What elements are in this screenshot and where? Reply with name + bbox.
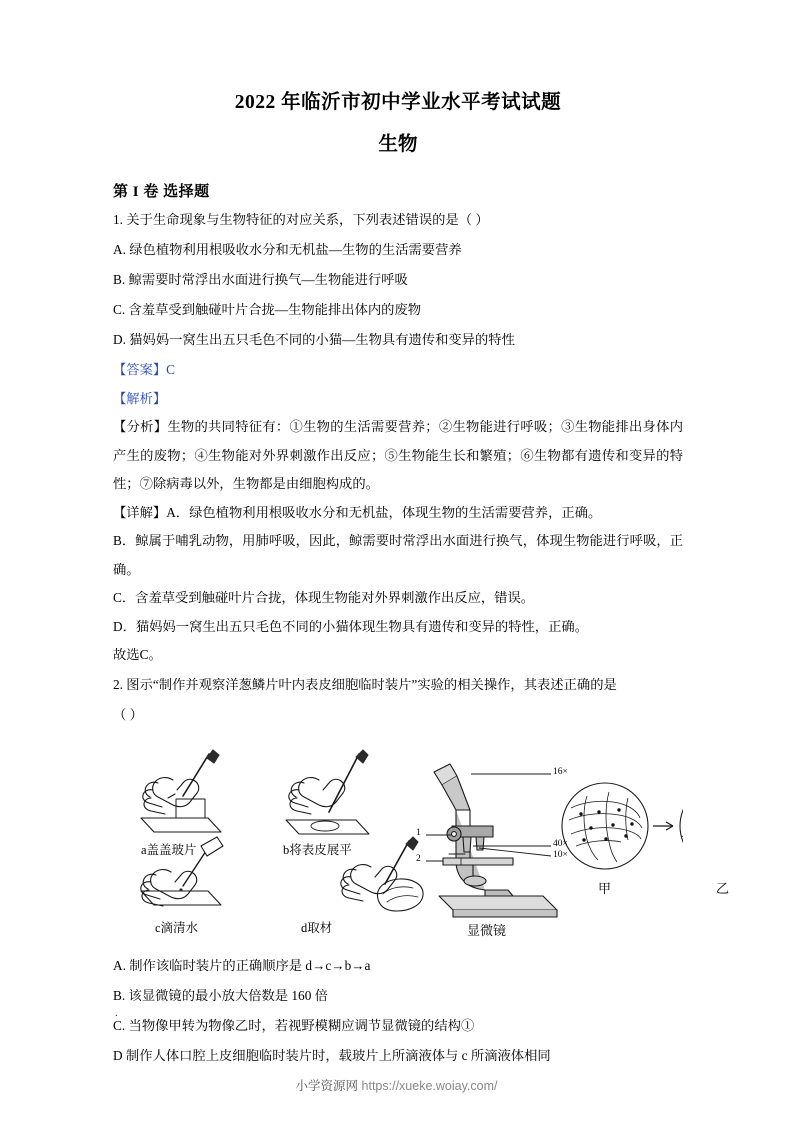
question-1-analysis-label: 【解析】 — [113, 391, 167, 406]
question-1-option-c: C. 含羞草受到触碰叶片合拢—生物能排出体内的废物 — [113, 302, 422, 317]
figure-label-40x: 40× — [553, 838, 568, 849]
question-1-option-d: D. 猫妈妈一窝生出五只毛色不同的小猫—生物具有遗传和变异的特性 — [113, 332, 515, 347]
analysis-body: 生物的共同特征有：①生物的生活需要营养；②生物能进行呼吸；③生物能排出身体内产生的废物；④生物能对外界刺激作出反应；⑤生物能生长和繁殖；⑥生物都有遗传和变异的特性；⑦除病毒以外，生物都是由细胞构成的。 — [113, 419, 683, 491]
question-1-detail-d: D．猫妈妈一窝生出五只毛色不同的小猫体现生物具有遗传和变异的特性，正确。 — [113, 618, 588, 634]
figure-caption-c: c滴清水 — [155, 920, 199, 935]
detail-line-a: A．绿色植物利用根吸收水分和无机盐，体现生物的生活需要营养，正确。 — [166, 504, 602, 520]
question-1-analysis — [113, 413, 683, 499]
figure-label-yi: 乙 — [716, 880, 730, 896]
question-1-option-b: B. 鲸需要时常浮出水面进行换气—生物能进行呼吸 — [113, 272, 408, 287]
figure-caption-microscope: 显微镜 — [467, 922, 507, 938]
figure-label-16x: 16× — [553, 766, 568, 777]
question-1-detail-c: C．含羞草受到触碰叶片合拢，体现生物能对外界刺激作出反应，错误。 — [113, 590, 535, 605]
footer-watermark — [0, 1076, 793, 1094]
question-1-answer: 【答案】C — [113, 362, 176, 377]
analysis-head: 【分析】 — [113, 419, 168, 434]
page-title: 2022 年临沂市初中学业水平考试试题 — [234, 92, 562, 113]
figure-illustration — [113, 736, 683, 951]
figure-caption-b: b将表皮展平 — [283, 842, 352, 857]
question-2-figure — [113, 736, 730, 951]
question-1-stem: 1. 关于生命现象与生物特征的对应关系，下列表述错误的是（ ） — [113, 212, 489, 227]
question-2-stem-line1: 2. 图示“制作并观察洋葱鳞片叶内表皮细胞临时装片”实验的相关操作，其表述正确的是 — [113, 676, 617, 692]
stray-dot-mark: . — [115, 1007, 118, 1019]
question-1-conclusion: 故选C。 — [113, 647, 162, 662]
question-2-option-a: A. 制作该临时装片的正确顺序是 d→c→b→a — [113, 957, 371, 973]
detail-head: 【详解】 — [113, 504, 167, 520]
figure-caption-a: a盖盖玻片 — [141, 842, 197, 857]
figure-label-2: 2 — [416, 853, 421, 864]
question-1-detail-b: B．鲸属于哺乳动物，用肺呼吸，因此，鲸需要时常浮出水面进行换气，体现生物能进行呼吸，正确。 — [113, 533, 683, 577]
page-subtitle: 生物 — [378, 134, 418, 155]
question-1-detail-a — [113, 499, 683, 528]
question-1-option-a: A. 绿色植物利用根吸收水分和无机盐—生物的生活需要营养 — [113, 242, 462, 257]
question-2-option-c: C. 当物像甲转为物像乙时，若视野模糊应调节显微镜的结构① — [113, 1017, 475, 1033]
section-heading: 第 I 卷 选择题 — [113, 184, 210, 200]
document-body — [113, 88, 730, 1071]
watermark-site-name: 小学资源网 — [295, 1079, 359, 1093]
figure-label-1: 1 — [416, 827, 421, 838]
question-2-stem-line2: （ ） — [113, 706, 143, 722]
figure-label-10x: 10× — [553, 849, 568, 860]
watermark-url: https://xueke.woiay.com/ — [361, 1079, 498, 1093]
question-2-option-d: D 制作人体口腔上皮细胞临时装片时，载玻片上所滴液体与 c 所滴液体相同 — [113, 1047, 551, 1063]
figure-label-jia: 甲 — [598, 880, 612, 896]
figure-caption-d: d取材 — [301, 920, 333, 935]
question-2-option-b: B. 该显微镜的最小放大倍数是 160 倍 — [113, 987, 328, 1003]
